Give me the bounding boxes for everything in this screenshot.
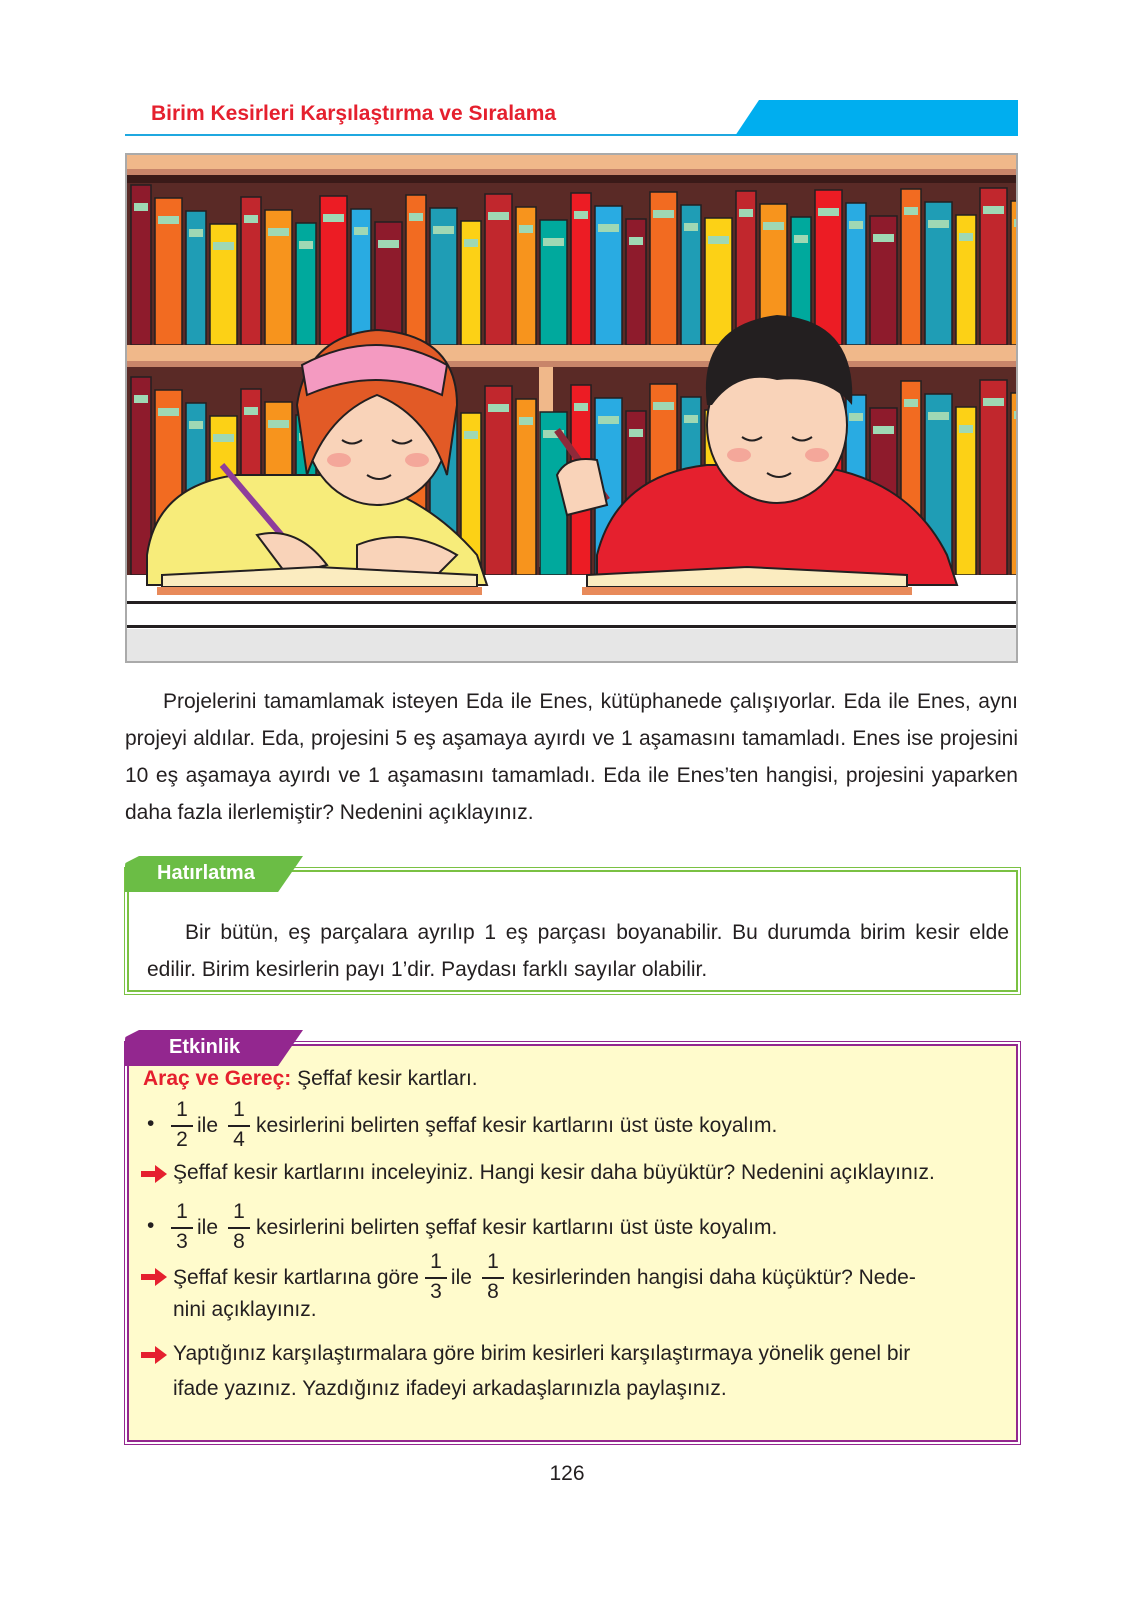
section-title: Birim Kesirleri Karşılaştırma ve Sıralama <box>151 102 557 125</box>
page-number: 126 <box>549 1462 585 1485</box>
red-arrow-icon <box>141 1165 167 1183</box>
book-band <box>928 220 949 228</box>
book-band <box>904 399 918 407</box>
book-band <box>739 209 753 217</box>
book-band <box>574 403 588 411</box>
activity-box <box>125 1030 1018 1442</box>
book-spine <box>485 386 512 575</box>
book-band <box>268 420 289 428</box>
bullet-item-2 <box>167 1200 777 1256</box>
connector-text: ile <box>450 1266 472 1289</box>
book-band <box>244 407 258 415</box>
question-3-line-2: ifade yazınız. Yazdığınız ifadeyi arkadaşlarınızla paylaşınız. <box>173 1377 727 1400</box>
book-band <box>213 242 234 250</box>
book-band <box>598 416 619 424</box>
book-band <box>1014 411 1016 419</box>
fraction-1-3: $\frac{1}{3}$ <box>171 1200 193 1256</box>
book-band <box>354 227 368 235</box>
book-band <box>849 221 863 229</box>
question-1: Şeffaf kesir kartlarını inceleyiniz. Hangi kesir daha büyüktür? Nedenini açıklayınız. <box>173 1161 935 1184</box>
question-3-line-1: Yaptığınız karşılaştırmalara göre birim kesirleri karşılaştırmaya yönelik genel bir <box>173 1342 911 1365</box>
fraction-1-8: $\frac{1}{8}$ <box>228 1200 250 1256</box>
book-band <box>873 234 894 242</box>
book-band <box>629 237 643 245</box>
book-band <box>213 434 234 442</box>
book-band <box>629 429 643 437</box>
reminder-box <box>125 856 1018 992</box>
item-1-text: kesirlerini belirten şeffaf kesir kartlarını üst üste koyalım. <box>256 1114 778 1137</box>
activity-tab-label: Etkinlik <box>169 1036 241 1058</box>
reminder-text: Bir bütün, eş parçalara ayrılıp 1 eş parçası boyanabilir. Bu durumda birim kesir elde edilir. Birim kesirlerin payı 1’dir. Paydası farklı sayılar olabilir. <box>147 921 1009 981</box>
book-band <box>653 402 674 410</box>
book-band <box>959 425 973 433</box>
book-band <box>983 206 1004 214</box>
book-band <box>488 212 509 220</box>
header-accent-tab <box>735 100 1018 136</box>
intro-paragraph: Projelerini tamamlamak isteyen Eda ile Enes, kütüphanede çalışıyorlar. Eda ile Enes, aynı projeyi aldılar. Eda, projesini 5 eş aşamaya ayırdı ve 1 aşamasını tamamladı. Enes ise projesini 10 eş aşamaya ayırdı ve 1 aşamasını tamamladı. Eda ile Enes’ten hangisi, projesini yaparken daha fazla ilerlemiştir? Nedenini açıklayınız. <box>125 690 1018 824</box>
book-band <box>134 203 148 211</box>
book-band <box>519 225 533 233</box>
materials-line <box>143 1067 478 1091</box>
fraction-1-4: $\frac{1}{4}$ <box>228 1098 250 1154</box>
bullet-dot: • <box>147 1214 155 1237</box>
section-header <box>125 100 1018 138</box>
book-band <box>653 210 674 218</box>
bullet-item-1 <box>167 1098 777 1154</box>
fraction-1-8-b: $\frac{1}{8}$ <box>482 1250 504 1306</box>
book-spine <box>1011 393 1016 575</box>
materials-label: Araç ve Gereç: <box>143 1067 292 1090</box>
book-band <box>464 431 478 439</box>
library-children-illustration <box>127 155 1016 661</box>
library-illustration <box>125 153 1018 663</box>
reminder-tab-label: Hatırlatma <box>157 862 255 884</box>
book-band <box>323 214 344 222</box>
book-band <box>158 216 179 224</box>
red-arrow-icon <box>141 1346 167 1364</box>
book-band <box>574 211 588 219</box>
book-band <box>519 417 533 425</box>
book-band <box>904 207 918 215</box>
book-band <box>378 240 399 248</box>
book-spine <box>516 399 536 575</box>
fraction-1-2: $\frac{1}{2}$ <box>171 1098 193 1154</box>
book-band <box>818 208 839 216</box>
book-band <box>684 223 698 231</box>
book-band <box>189 421 203 429</box>
connector-text: ile <box>197 1216 219 1239</box>
book-band <box>873 426 894 434</box>
book-band <box>299 241 313 249</box>
book-band <box>983 398 1004 406</box>
book-band <box>409 213 423 221</box>
book-band <box>158 408 179 416</box>
question-2-suffix: kesirlerinden hangisi daha küçüktür? Nede- <box>511 1266 916 1289</box>
question-2-prefix: Şeffaf kesir kartlarına göre <box>173 1266 419 1289</box>
book-band <box>928 412 949 420</box>
book-band <box>543 238 564 246</box>
book-band <box>959 233 973 241</box>
connector-text: ile <box>197 1114 219 1137</box>
fraction-1-3-b: $\frac{1}{3}$ <box>425 1250 447 1306</box>
book-band <box>684 415 698 423</box>
book-band <box>134 395 148 403</box>
materials-text: Şeffaf kesir kartları. <box>297 1067 478 1090</box>
book-band <box>464 239 478 247</box>
book-band <box>268 228 289 236</box>
red-arrow-icon <box>141 1268 167 1286</box>
bullet-dot: • <box>147 1112 155 1135</box>
book-band <box>244 215 258 223</box>
book-band <box>189 229 203 237</box>
book-band <box>794 235 808 243</box>
book-spine <box>980 380 1007 575</box>
book-band <box>708 236 729 244</box>
book-band <box>763 222 784 230</box>
book-band <box>488 404 509 412</box>
question-2-continuation: nini açıklayınız. <box>173 1298 317 1321</box>
book-band <box>433 226 454 234</box>
book-band <box>598 224 619 232</box>
item-2-text: kesirlerini belirten şeffaf kesir kartlarını üst üste koyalım. <box>256 1216 778 1239</box>
book-band <box>1014 219 1016 227</box>
book-band <box>849 413 863 421</box>
